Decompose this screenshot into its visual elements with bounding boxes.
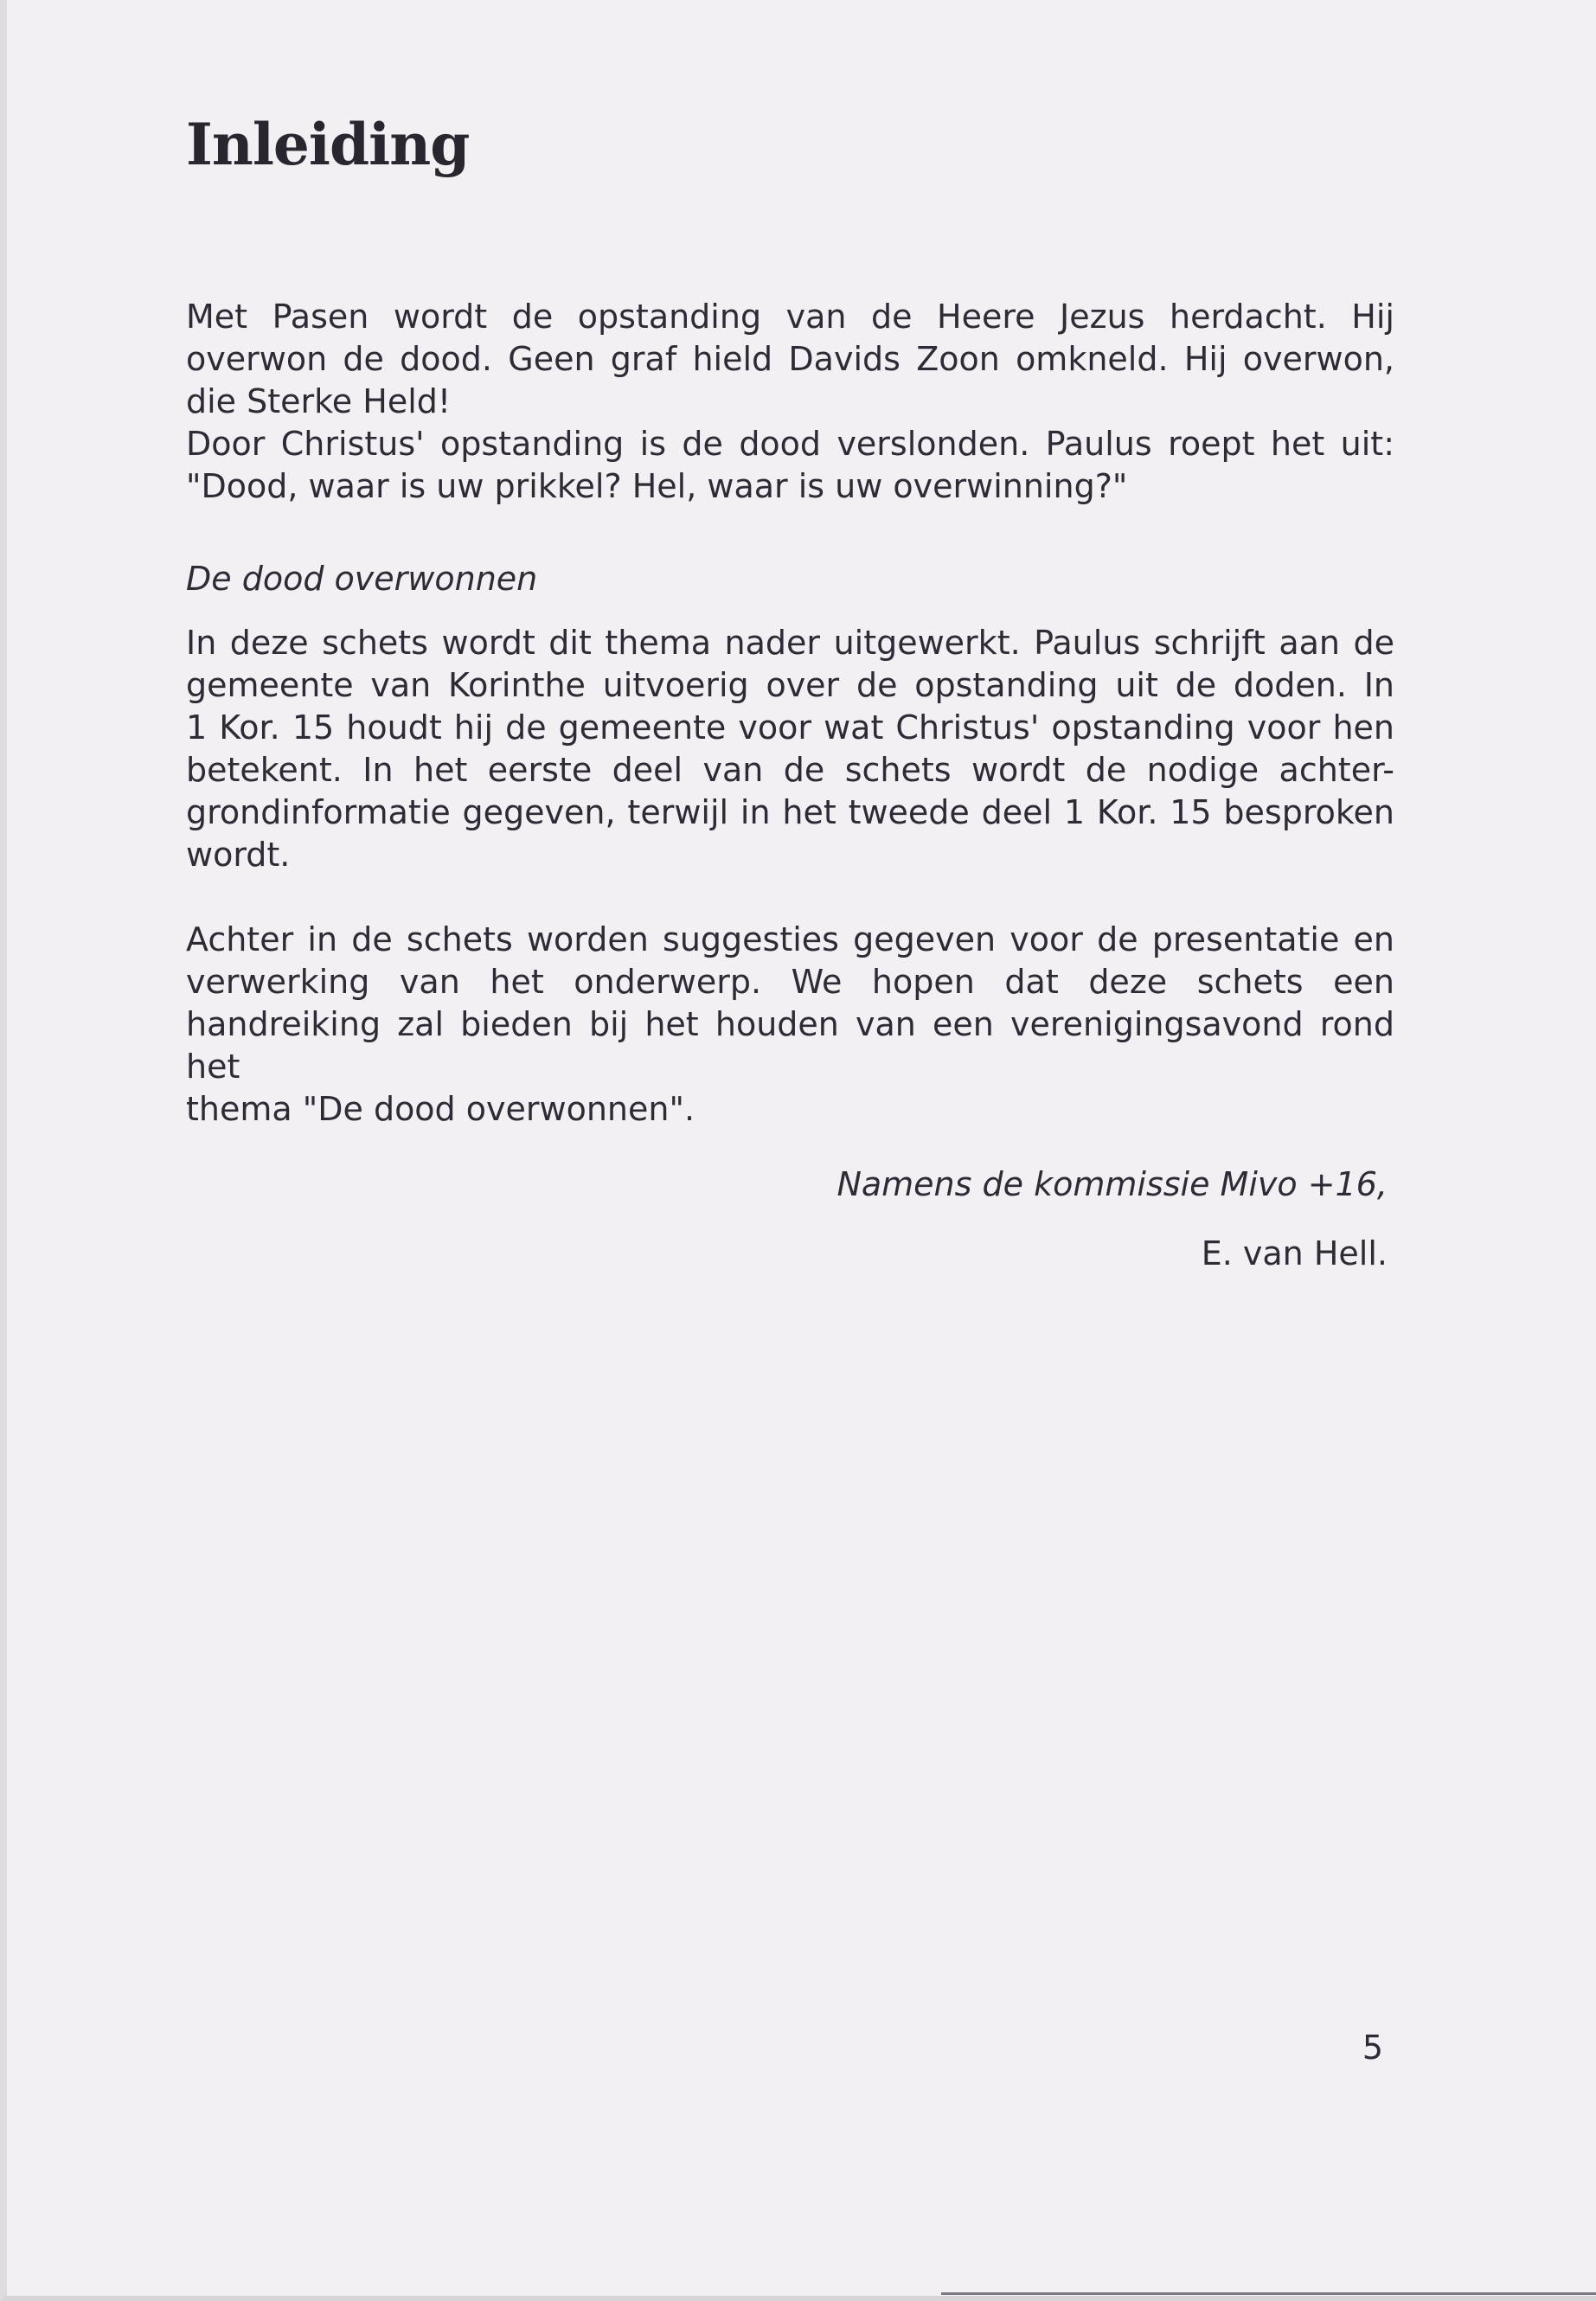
signature-committee-text: Namens de kommissie Mivo +16,: [836, 1165, 1388, 1203]
section-subheading: De dood overwonnen: [186, 560, 538, 598]
closing-paragraph: [186, 919, 1394, 1131]
paragraph-line: Met Pasen wordt de opstanding van de Heere Jezus herdacht. Hij: [186, 298, 1394, 336]
page-number: 5: [1362, 2029, 1383, 2067]
paragraph-line: overwon de dood. Geen graf hield Davids Zoon omkneld. Hij overwon,: [186, 340, 1394, 378]
paragraph-line: wordt.: [186, 836, 291, 874]
paragraph-line: handreiking zal bieden bij het houden van een verenigingsavond rond het: [186, 1005, 1394, 1086]
paragraph-line: grondinformatie gegeven, terwijl in het tweede deel 1 Kor. 15 besproken: [186, 793, 1394, 831]
intro-paragraph: [186, 296, 1394, 508]
paragraph-line: gemeente van Korinthe uitvoerig over de opstanding uit de doden. In: [186, 666, 1394, 704]
paragraph-line: betekent. In het eerste deel van de schets wordt de nodige achter-: [186, 751, 1394, 789]
paragraph-line: Door Christus' opstanding is de dood verslonden. Paulus roept het uit:: [186, 425, 1394, 463]
bottom-rule-divider: [941, 2292, 1596, 2295]
paragraph-line: "Dood, waar is uw prikkel? Hel, waar is uw overwinning?": [186, 467, 1128, 505]
signature-name: E. van Hell.: [1201, 1234, 1388, 1272]
signature-committee: [836, 1163, 1388, 1206]
paragraph-line: In deze schets wordt dit thema nader uitgewerkt. Paulus schrijft aan de: [186, 624, 1394, 662]
paragraph-line: thema "De dood overwonnen".: [186, 1090, 695, 1128]
paragraph-line: verwerking van het onderwerp. We hopen dat deze schets een: [186, 963, 1394, 1001]
page-title: Inleiding: [186, 111, 470, 178]
theme-paragraph: [186, 622, 1394, 876]
paragraph-line: 1 Kor. 15 houdt hij de gemeente voor wat Christus' opstanding voor hen: [186, 708, 1394, 747]
paragraph-line: die Sterke Held!: [186, 382, 452, 420]
paragraph-line: Achter in de schets worden suggesties gegeven voor de presentatie en: [186, 920, 1394, 958]
